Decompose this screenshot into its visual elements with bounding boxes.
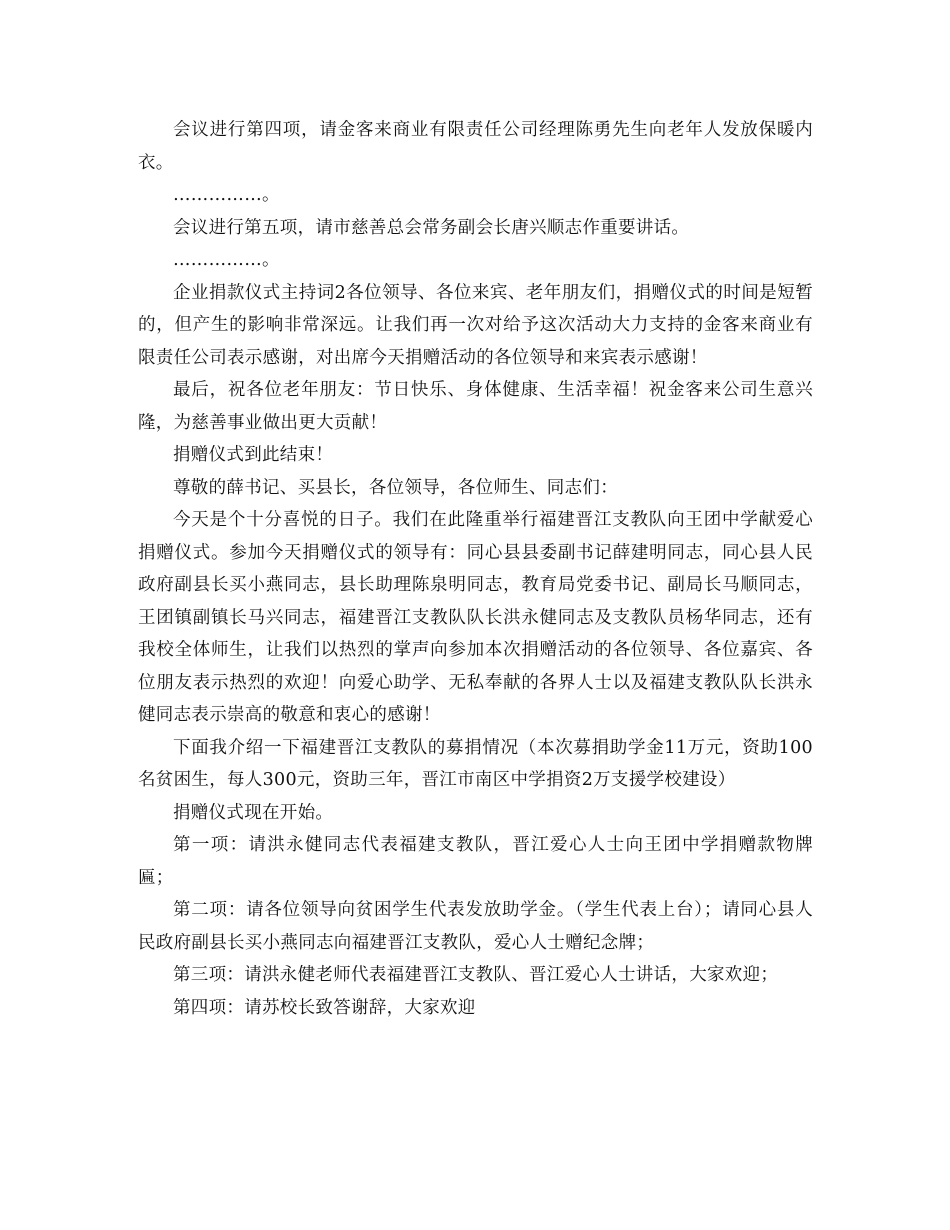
paragraph: 企业捐款仪式主持词2各位领导、各位来宾、老年朋友们，捐赠仪式的时间是短暂的，但产生的影响非常深远。让我们再一次对给予这次活动大力支持的金客来商业有限责任公司表示感谢，对出席今天捐赠活动的各位领导和来宾表示感谢！ — [138, 282, 813, 368]
agenda-item: 第一项：请洪永健同志代表福建支教队，晋江爱心人士向王团中学捐赠款物牌匾； — [138, 835, 813, 888]
paragraph: 捐赠仪式现在开始。 — [173, 802, 334, 823]
paragraph: 会议进行第四项，请金客来商业有限责任公司经理陈勇先生向老年人发放保暖内衣。 — [138, 120, 813, 173]
agenda-item: 第四项：请苏校长致答谢辞，大家欢迎 — [173, 997, 476, 1018]
agenda-item: 第二项：请各位领导向贫困学生代表发放助学金。（学生代表上台）；请同心县人民政府副县长买小燕同志向福建晋江支教队，爱心人士赠纪念牌； — [138, 900, 813, 953]
ellipsis-paragraph: ……………。 — [173, 185, 280, 205]
paragraph: 捐赠仪式到此结束！ — [173, 445, 334, 465]
paragraph: 最后，祝各位老年朋友：节日快乐、身体健康、生活幸福！祝金客来公司生意兴隆，为慈善事业做出更大贡献！ — [138, 380, 813, 433]
salutation: 尊敬的薛书记、买县长，各位领导，各位师生、同志们： — [173, 477, 618, 498]
agenda-item: 第三项：请洪永健老师代表福建晋江支教队、晋江爱心人士讲话，大家欢迎； — [173, 965, 779, 985]
document-body — [138, 114, 813, 1024]
paragraph: 今天是个十分喜悦的日子。我们在此隆重举行福建晋江支教队向王团中学献爱心捐赠仪式。参加今天捐赠仪式的领导有：同心县县委副书记薛建明同志，同心县人民政府副县长买小燕同志，县长助理陈泉明同志，教育局党委书记、副局长马顺同志，王团镇副镇长马兴同志，福建晋江支教队队长洪永健同志及支教队员杨华同志，还有我校全体师生，让我们以热烈的掌声向参加本次捐赠活动的各位领导、各位嘉宾、各位朋友表示热烈的欢迎！向爱心助学、无私奉献的各界人士以及福建支教队队长洪永健同志表示崇高的敬意和衷心的感谢！ — [138, 510, 813, 725]
ellipsis-paragraph: ……………。 — [173, 250, 280, 270]
paragraph: 会议进行第五项，请市慈善总会常务副会长唐兴顺志作重要讲话。 — [173, 217, 690, 238]
paragraph: 下面我介绍一下福建晋江支教队的募捐情况（本次募捐助学金11万元，资助100名贫困生，每人300元，资助三年，晋江市南区中学捐资2万支援学校建设） — [138, 737, 813, 790]
